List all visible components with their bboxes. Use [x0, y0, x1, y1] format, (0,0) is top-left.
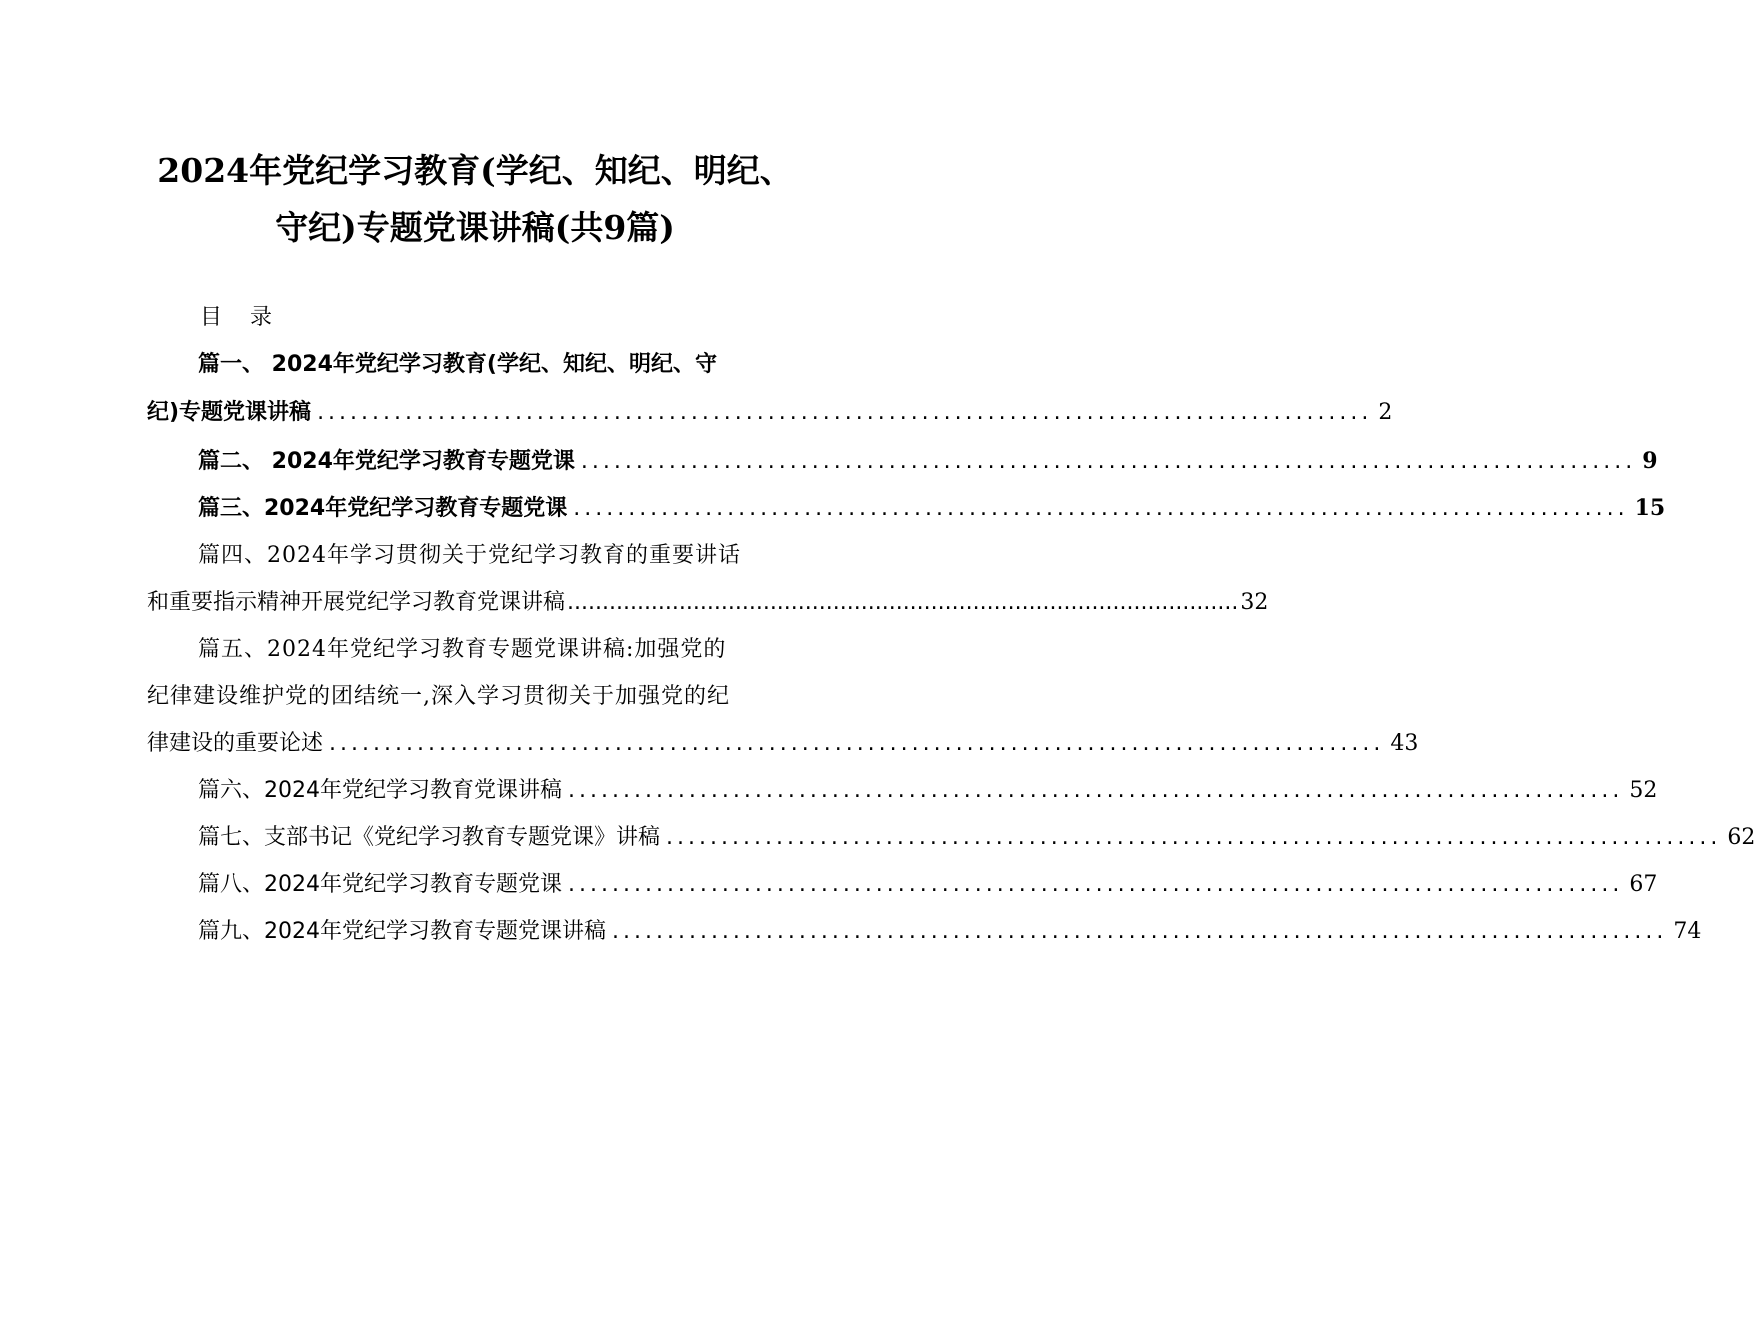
title-line-2: 守纪)专题党课讲稿(共9篇) — [275, 208, 675, 247]
toc-entry-4-page: 32 — [1240, 590, 1269, 615]
toc-entry-9[interactable] — [198, 914, 1702, 945]
toc-entry-7-page: 62 — [1727, 825, 1755, 850]
toc-entry-4-title-part-2: 和重要指示精神开展党纪学习教育党课讲稿 — [147, 590, 566, 615]
dot-leader: ................................................................................................ — [573, 496, 1629, 521]
toc-entry-8-title: 篇八、2024年党纪学习教育专题党课 — [198, 872, 562, 897]
toc-entry-6[interactable] — [198, 773, 1658, 804]
toc-entry-2-title: 篇二、 2024年党纪学习教育专题党课 — [198, 449, 575, 474]
toc-entry-5-page: 43 — [1390, 731, 1419, 756]
toc-entry-6-page: 52 — [1629, 778, 1658, 803]
toc-entry-7-title: 篇七、支部书记《党纪学习教育专题党课》讲稿 — [198, 825, 661, 850]
toc-entry-9-page: 74 — [1673, 919, 1702, 944]
toc-entry-3-page: 15 — [1634, 495, 1666, 521]
dot-leader: ................................................................................................ — [568, 872, 1624, 897]
toc-entry-5-line-3[interactable] — [147, 726, 1419, 757]
toc-entry-8[interactable] — [198, 867, 1658, 898]
toc-entry-5-line-1[interactable] — [198, 632, 803, 663]
toc-entry-2[interactable] — [198, 444, 1658, 475]
toc-entry-9-title: 篇九、2024年党纪学习教育专题党课讲稿 — [198, 919, 606, 944]
toc-entry-1-title-part-2: 纪)专题党课讲稿 — [147, 400, 312, 425]
dot-leader: ................................................................................................ — [567, 590, 1239, 615]
dot-leader: ................................................................................................ — [317, 400, 1373, 425]
toc-entry-7[interactable] — [198, 820, 1755, 851]
dot-leader: ................................................................................................ — [580, 449, 1637, 474]
document-title — [100, 142, 850, 256]
toc-entry-4-title-part-1: 篇四、2024年学习贯彻关于党纪学习教育的重要讲话 — [198, 543, 741, 568]
toc-entry-5-line-2[interactable] — [147, 679, 803, 710]
toc-entry-5-title-part-3: 律建设的重要论述 — [147, 731, 324, 756]
toc-entry-6-title: 篇六、2024年党纪学习教育党课讲稿 — [198, 778, 562, 803]
toc-entry-2-page: 9 — [1642, 448, 1658, 474]
dot-leader: ................................................................................................ — [568, 778, 1624, 803]
toc-heading: 目录 — [200, 305, 301, 330]
toc-entry-1-line-2[interactable] — [147, 395, 1393, 426]
toc-entry-1-title-part-1: 篇一、 2024年党纪学习教育(学纪、知纪、明纪、守 — [198, 352, 717, 377]
toc-entry-8-page: 67 — [1629, 872, 1658, 897]
toc-entry-4-line-1[interactable] — [198, 538, 803, 569]
toc-entry-1-page: 2 — [1378, 400, 1393, 425]
toc-entry-1-line-1[interactable] — [198, 347, 803, 378]
toc-entry-5-title-part-2: 纪律建设维护党的团结统一,深入学习贯彻关于加强党的纪 — [147, 684, 730, 709]
dot-leader: ................................................................................................ — [612, 919, 1668, 944]
dot-leader: ................................................................................................ — [666, 825, 1722, 850]
title-line-1: 2024年党纪学习教育(学纪、知纪、明纪、 — [157, 151, 793, 190]
toc-entry-3[interactable] — [198, 491, 1666, 522]
toc-entry-3-title: 篇三、2024年党纪学习教育专题党课 — [198, 496, 568, 521]
toc-entry-4-line-2[interactable] — [147, 585, 1269, 616]
dot-leader: ................................................................................................ — [329, 731, 1385, 756]
toc-entry-5-title-part-1: 篇五、2024年党纪学习教育专题党课讲稿:加强党的 — [198, 637, 727, 662]
